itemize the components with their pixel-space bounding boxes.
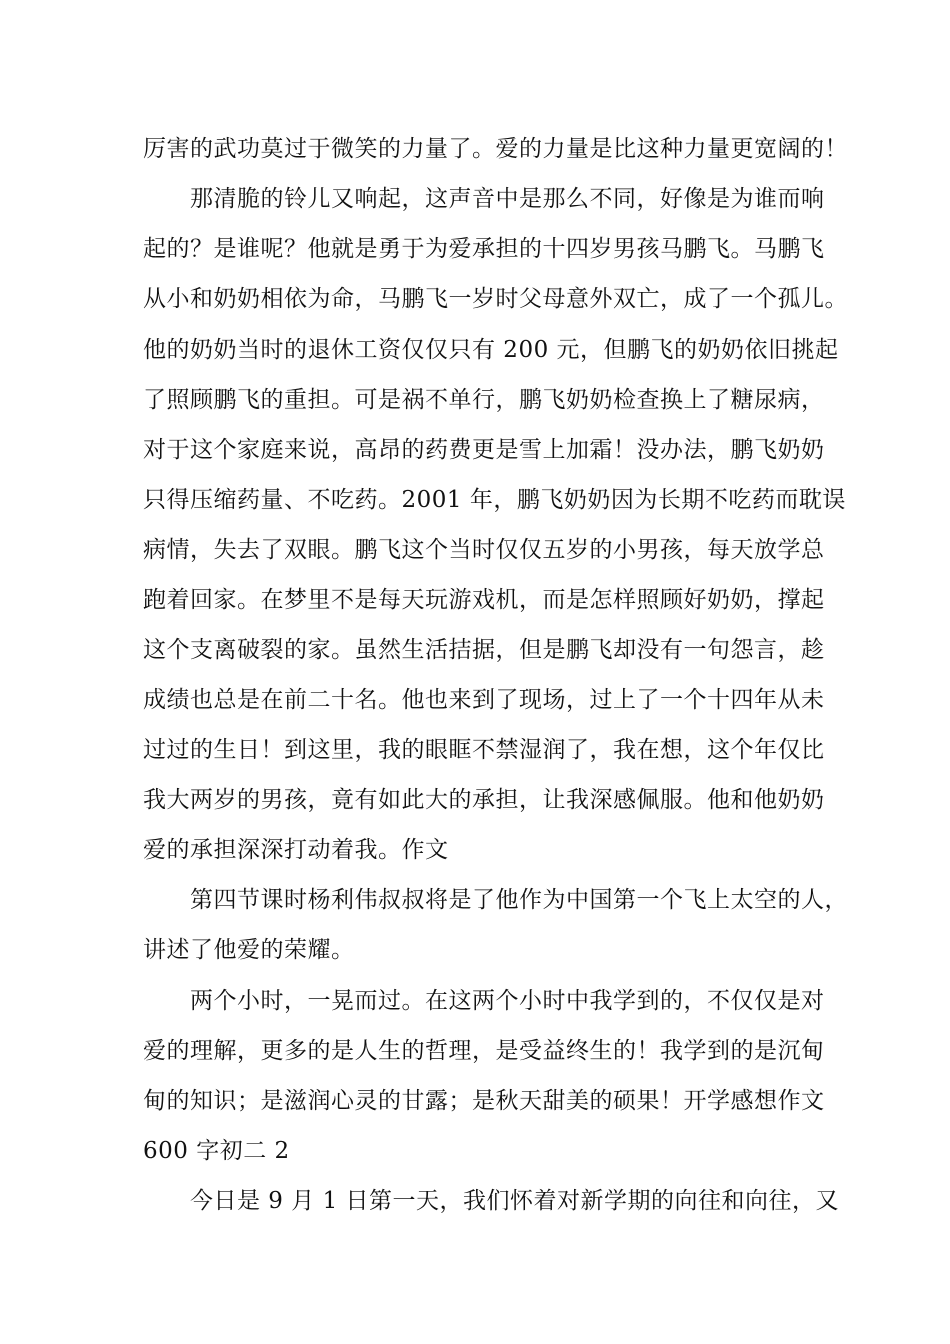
text-line: 他的奶奶当时的退休工资仅仅只有 200 元，但鹏飞的奶奶依旧挑起 — [143, 337, 839, 363]
text-line: 这个支离破裂的家。虽然生活拮据，但是鹏飞却没有一句怨言，趁 — [143, 637, 825, 663]
text-line: 只得压缩药量、不吃药。2001 年，鹏飞奶奶因为长期不吃药而耽误 — [143, 487, 846, 513]
text-line: 成绩也总是在前二十名。他也来到了现场，过上了一个十四年从未 — [143, 687, 825, 713]
text-line: 病情，失去了双眼。鹏飞这个当时仅仅五岁的小男孩，每天放学总 — [143, 537, 825, 563]
paragraph-start-line: 今日是 9 月 1 日第一天，我们怀着对新学期的向往和向往，又 — [190, 1188, 840, 1214]
text-line: 甸的知识；是滋润心灵的甘露；是秋天甜美的硕果！开学感想作文 — [143, 1088, 825, 1114]
text-line: 过过的生日！到这里，我的眼眶不禁湿润了，我在想，这个年仅比 — [143, 737, 825, 763]
text-line: 跑着回家。在梦里不是每天玩游戏机，而是怎样照顾好奶奶，撑起 — [143, 587, 825, 613]
paragraph-start-line: 两个小时，一晃而过。在这两个小时中我学到的，不仅仅是对 — [190, 988, 825, 1014]
text-line: 厉害的武功莫过于微笑的力量了。爱的力量是比这种力量更宽阔的！ — [143, 136, 848, 162]
text-line: 600 字初二 2 — [143, 1138, 290, 1164]
text-line: 爱的理解，更多的是人生的哲理，是受益终生的！我学到的是沉甸 — [143, 1038, 825, 1064]
text-line: 了照顾鹏飞的重担。可是祸不单行，鹏飞奶奶检查换上了糖尿病， — [143, 387, 825, 413]
text-line: 从小和奶奶相依为命，马鹏飞一岁时父母意外双亡，成了一个孤儿。 — [143, 286, 848, 312]
text-line: 爱的承担深深打动着我。作文 — [143, 837, 449, 863]
paragraph-start-line: 第四节课时杨利伟叔叔将是了他作为中国第一个飞上太空的人， — [190, 887, 848, 913]
text-line: 起的？是谁呢？他就是勇于为爱承担的十四岁男孩马鹏飞。马鹏飞 — [143, 236, 825, 262]
paragraph-start-line: 那清脆的铃儿又响起，这声音中是那么不同，好像是为谁而响 — [190, 186, 825, 212]
text-line: 讲述了他爱的荣耀。 — [143, 937, 355, 963]
text-line: 我大两岁的男孩，竟有如此大的承担，让我深感佩服。他和他奶奶 — [143, 787, 825, 813]
text-line: 对于这个家庭来说，高昂的药费更是雪上加霜！没办法，鹏飞奶奶 — [143, 437, 825, 463]
